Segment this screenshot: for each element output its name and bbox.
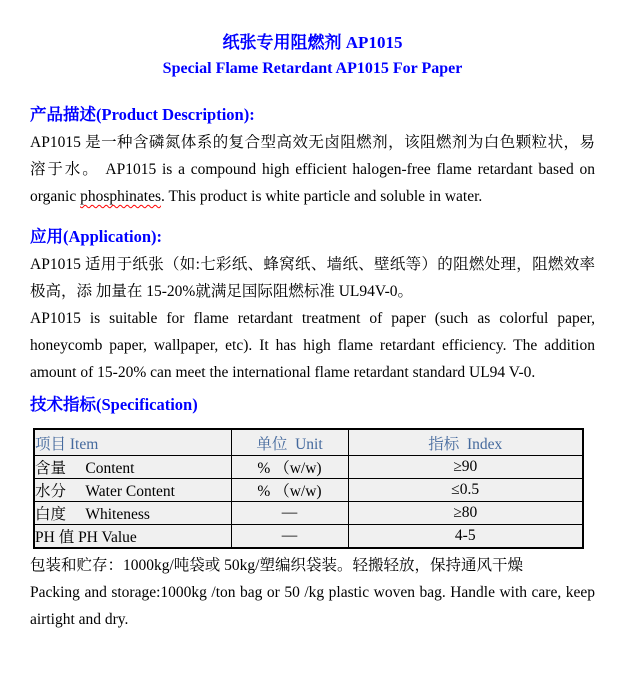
unit-cell: % （w/w) xyxy=(231,456,348,479)
table-row-ph-value xyxy=(34,525,583,549)
table-header-row xyxy=(34,429,583,456)
product-description-heading: 产品描述(Product Description): xyxy=(30,105,255,124)
column-header-item: 项目 Item xyxy=(34,429,231,456)
document-title-english: Special Flame Retardant AP1015 For Paper xyxy=(162,60,463,77)
index-cell: ≤0.5 xyxy=(348,479,583,502)
table-row-content xyxy=(34,456,583,479)
unit-cell: — xyxy=(231,502,348,525)
product-description-text-english-end: . This product is white particle and soluble in water. xyxy=(161,188,483,205)
product-description-paragraph xyxy=(30,129,595,210)
application-heading: 应用(Application): xyxy=(30,227,162,246)
column-header-index: 指标 Index xyxy=(348,429,583,456)
section-application xyxy=(30,226,595,386)
table-row-water-content xyxy=(34,479,583,502)
specification-heading: 技术指标(Specification) xyxy=(30,395,198,414)
application-text-chinese: AP1015 适用于纸张（如:七彩纸、蜂窝纸、墙纸、壁纸等）的阻燃处理，阻燃效率极高，添 加量在 15-20%就满足国际阻燃标准 UL94V-0。 xyxy=(30,256,595,300)
column-header-unit: 单位 Unit xyxy=(231,429,348,456)
packing-storage-paragraph xyxy=(30,552,595,633)
index-cell: ≥80 xyxy=(348,502,583,525)
packing-text-chinese: 包装和贮存：1000kg/吨袋或 50kg/塑编织袋装。轻搬轻放，保持通风干燥 xyxy=(30,557,523,574)
application-paragraph xyxy=(30,251,595,386)
item-cell: 含量 Content xyxy=(34,456,231,479)
index-cell: 4-5 xyxy=(348,525,583,549)
section-specification xyxy=(30,394,595,549)
item-cell: PH 值 PH Value xyxy=(34,525,231,549)
unit-cell: — xyxy=(231,525,348,549)
table-row-whiteness xyxy=(34,502,583,525)
misspelled-word-phosphinates: phosphinates xyxy=(80,188,162,205)
unit-cell: % （w/w) xyxy=(231,479,348,502)
application-text-english: AP1015 is suitable for flame retardant treatment of paper (such as colorful paper, honeycomb paper, wallpaper, etc). It has high flame retardant efficiency. The addition amount of 15-20% can meet the international flame retardant standard UL94 V-0. xyxy=(30,310,595,381)
section-product-description xyxy=(30,104,595,210)
item-cell: 水分 Water Content xyxy=(34,479,231,502)
item-cell: 白度 Whiteness xyxy=(34,502,231,525)
product-description-text-chinese: AP1015 是一种含磷氮体系的复合型高效无卤阻燃剂，该阻燃剂为白色颗粒状，易溶于水。 xyxy=(30,134,595,178)
packing-text-english: Packing and storage:1000kg /ton bag or 50 /kg plastic woven bag. Handle with care, keep airtight and dry. xyxy=(30,584,595,628)
document-title-chinese: 纸张专用阻燃剂 AP1015 xyxy=(222,33,403,52)
product-description-text-english: AP1015 is a compound high efficient halogen-free flame retardant based on organic xyxy=(30,161,595,205)
index-cell: ≥90 xyxy=(348,456,583,479)
specification-table xyxy=(33,428,584,549)
